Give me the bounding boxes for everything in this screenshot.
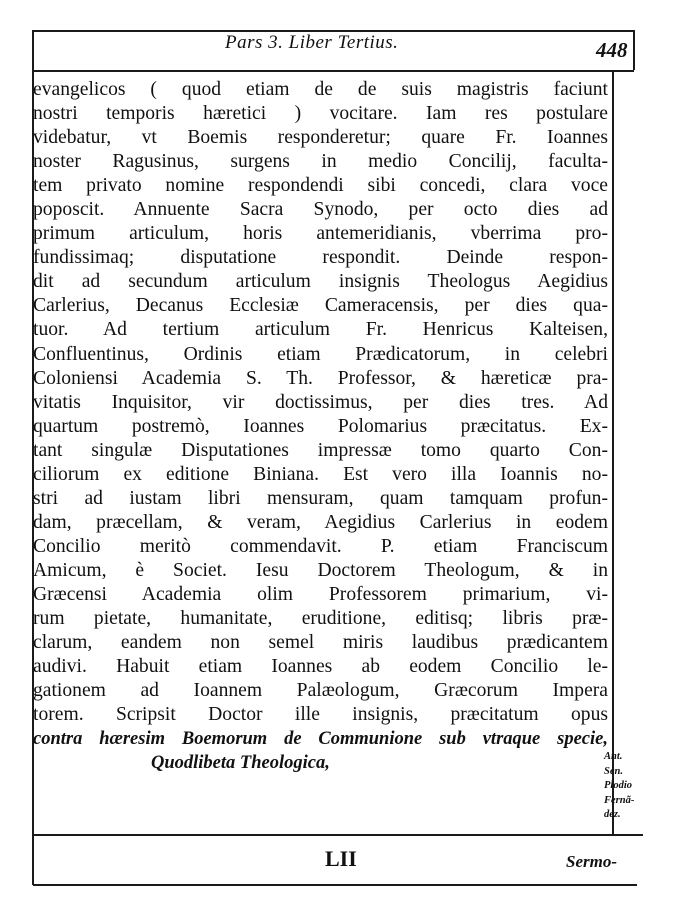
text-line: Amicum, è Societ. Iesu Doctorem Theologum, & in: [33, 559, 608, 581]
text-line: dit ad secundum articulum insignis Theologus Aegidius: [33, 271, 608, 293]
text-line: noster Ragusinus, surgens in medio Concilij, faculta-: [33, 151, 608, 173]
text-line: ciliorum ex editione Biniana. Est vero illa Ioannis no-: [33, 463, 608, 485]
margin-note-line: Plodio: [604, 780, 632, 791]
running-title: Pars 3. Liber Tertius.: [225, 32, 399, 53]
text-line: fundissimaq; disputatione respondit. Deinde respon-: [33, 247, 608, 269]
text-line: videbatur, vt Boemis responderetur; quare Fr. Ioannes: [33, 127, 608, 149]
margin-note-line: Ant.: [604, 751, 623, 762]
text-line: gationem ad Ioannem Palæologum, Græcorum Impera: [33, 680, 608, 702]
text-line: Concilio meritò commendavit. P. etiam Franciscum: [33, 535, 608, 557]
text-line: vitatis Inquisitor, vir doctissimus, per dies tres. Ad: [33, 391, 608, 413]
margin-note-line: Fernã-: [604, 794, 635, 806]
page-number: 448: [596, 38, 628, 62]
bottom-text-rule: [33, 834, 643, 836]
text-line: tuor. Ad tertium articulum Fr. Henricus Kalteisen,: [33, 319, 608, 341]
catchword: Sermo-: [566, 852, 617, 871]
italic-title-line: contra hæresim Boemorum de Communione sub vtraque specie,: [33, 729, 608, 750]
text-line: torem. Scripsit Doctor ille insignis, præcitatum opus: [33, 704, 608, 726]
text-line: Græcensi Academia olim Professorem primarium, vi-: [33, 583, 608, 605]
text-column-rule: [612, 72, 614, 834]
body-text: [33, 78, 608, 775]
header-rule: [33, 70, 634, 72]
text-line: dam, præcellam, & veram, Aegidius Carlerius in eodem: [33, 511, 608, 533]
text-line: tem privato nomine respondendi sibi concedi, clara voce: [33, 175, 608, 197]
text-line: rum pietate, humanitate, eruditione, editisq; libris præ-: [33, 608, 608, 630]
text-line: Carlerius, Decanus Ecclesiæ Cameracensis, per dies qua-: [33, 295, 608, 317]
text-line: nostri temporis hæretici ) vocitare. Iam res postulare: [33, 103, 608, 125]
right-frame-rule: [633, 30, 635, 70]
italic-title-line-last: Quodlibeta Theologica,: [151, 753, 330, 774]
text-line: Confluentinus, Ordinis etiam Prædicatorum, in celebri: [33, 343, 608, 365]
margin-note: [604, 750, 656, 823]
text-line: Coloniensi Academia S. Th. Professor, & hæreticæ pra-: [33, 367, 608, 389]
text-line: stri ad iustam libri mensuram, quam tamquam profun-: [33, 487, 608, 509]
text-line: quartum postremò, Ioannes Polomarius præcitatus. Ex-: [33, 415, 608, 437]
text-line: primum articulum, horis antemeridianis, vberrima pro-: [33, 223, 608, 245]
margin-note-line: dez.: [604, 809, 621, 820]
text-line: tant singulæ Disputationes impressæ tomo quarto Con-: [33, 439, 608, 461]
text-line: evangelicos ( quod etiam de de suis magistris faciunt: [33, 79, 608, 100]
signature-mark: LII: [325, 846, 357, 871]
text-line: poposcit. Annuente Sacra Synodo, per octo dies ad: [33, 199, 608, 221]
text-line: clarum, eandem non semel miris laudibus prædicantem: [33, 632, 608, 654]
text-line: audivi. Habuit etiam Ioannes ab eodem Concilio le-: [33, 656, 608, 678]
margin-note-line: Sen.: [604, 765, 623, 777]
footer-rule: [33, 884, 637, 886]
